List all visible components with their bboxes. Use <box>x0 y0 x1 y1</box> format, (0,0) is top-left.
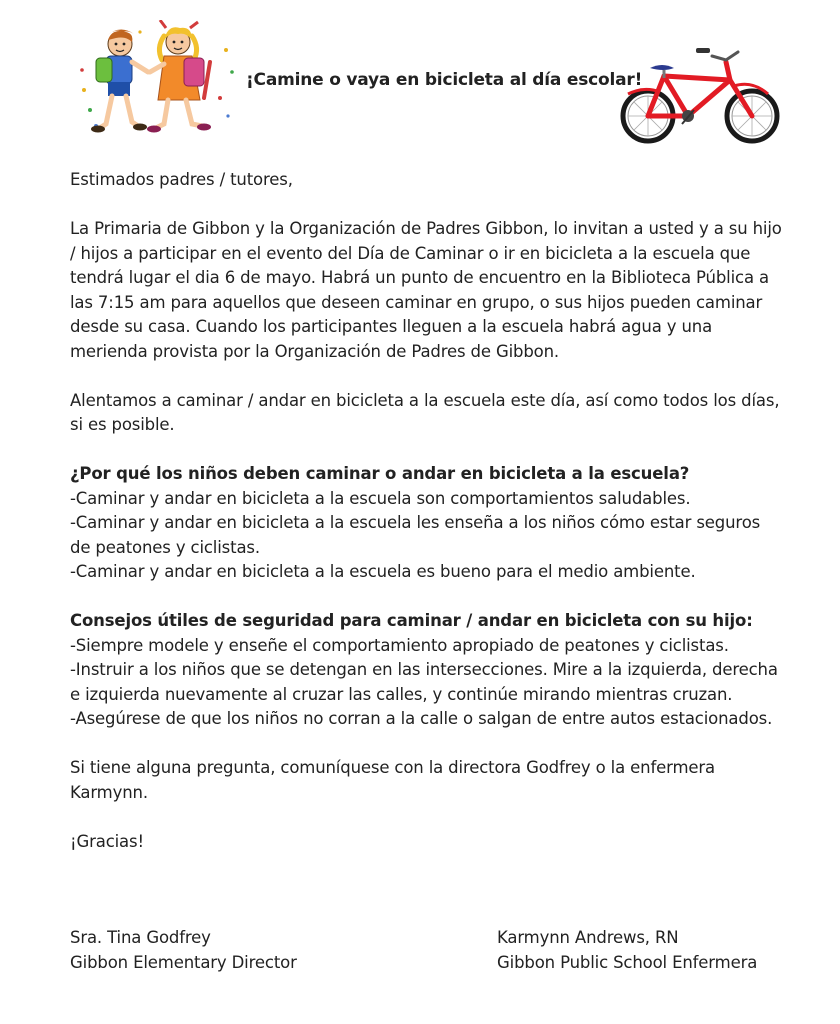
contact-paragraph: Si tiene alguna pregunta, comuníquese con la directora Godfrey o la enfermera Karmynn. <box>70 758 715 802</box>
salutation: Estimados padres / tutores, <box>70 170 293 189</box>
tips-heading: Consejos útiles de seguridad para caminar / andar en bicicleta con su hijo: <box>70 611 753 630</box>
signature-nurse <box>497 926 757 975</box>
thanks: ¡Gracias! <box>70 831 144 851</box>
signature-name: Sra. Tina Godfrey <box>70 928 211 947</box>
children-walking-illustration <box>76 20 238 138</box>
why-heading: ¿Por qué los niños deben caminar o andar en bicicleta a la escuela? <box>70 464 690 483</box>
signature-title: Gibbon Public School Enfermera <box>497 952 758 972</box>
signature-director <box>70 926 297 975</box>
tips-section: Consejos útiles de seguridad para caminar / andar en bicicleta con su hijo: -Siempre modele y enseñe el comportamiento apropiado de peatones y ciclistas. -Instruir a los niños que se detengan en las intersecciones. Mire a la izquierda, derecha e izquierda nuevamente al cruzar las calles, y continúe mirando mientras cruzan. -Asegúrese de que los niños no corran a la calle o salgan de entre autos estacionados. <box>70 611 778 728</box>
why-section: ¿Por qué los niños deben caminar o andar en bicicleta a la escuela? -Caminar y andar en bicicleta a la escuela son comportamientos saludables. -Caminar y andar en bicicleta a la escuela les enseña a los niños cómo estar seguros de peatones y ciclistas. -Caminar y andar en bicicleta a la escuela es bueno para el medio ambiente. <box>70 462 770 585</box>
letter-body <box>70 168 782 879</box>
girl-figure <box>147 20 211 133</box>
signature-title: Gibbon Elementary Director <box>70 952 297 972</box>
intro-paragraph: La Primaria de Gibbon y la Organización de Padres Gibbon, lo invitan a usted y a su hijo / hijos a participar en el evento del Día de Caminar o ir en bicicleta a la escuela que tendrá lugar el dia 6 de mayo. Habrá un punto de encuentro en la Biblioteca Pública a las 7:15 am para aquellos que deseen caminar en grupo, o sus hijos pueden caminar desde su casa. Cuando los participantes lleguen a la escuela habrá agua y una merienda provista por la Organización de Padres de Gibbon. <box>70 219 782 361</box>
page-title: ¡Camine o vaya en bicicleta al día escolar! <box>246 70 643 90</box>
signature-name: Karmynn Andrews, RN <box>497 928 679 947</box>
encourage-paragraph: Alentamos a caminar / andar en bicicleta a la escuela este día, así como todos los días, si es posible. <box>70 390 780 434</box>
red-bicycle-illustration <box>612 40 784 150</box>
boy-figure <box>91 29 148 132</box>
